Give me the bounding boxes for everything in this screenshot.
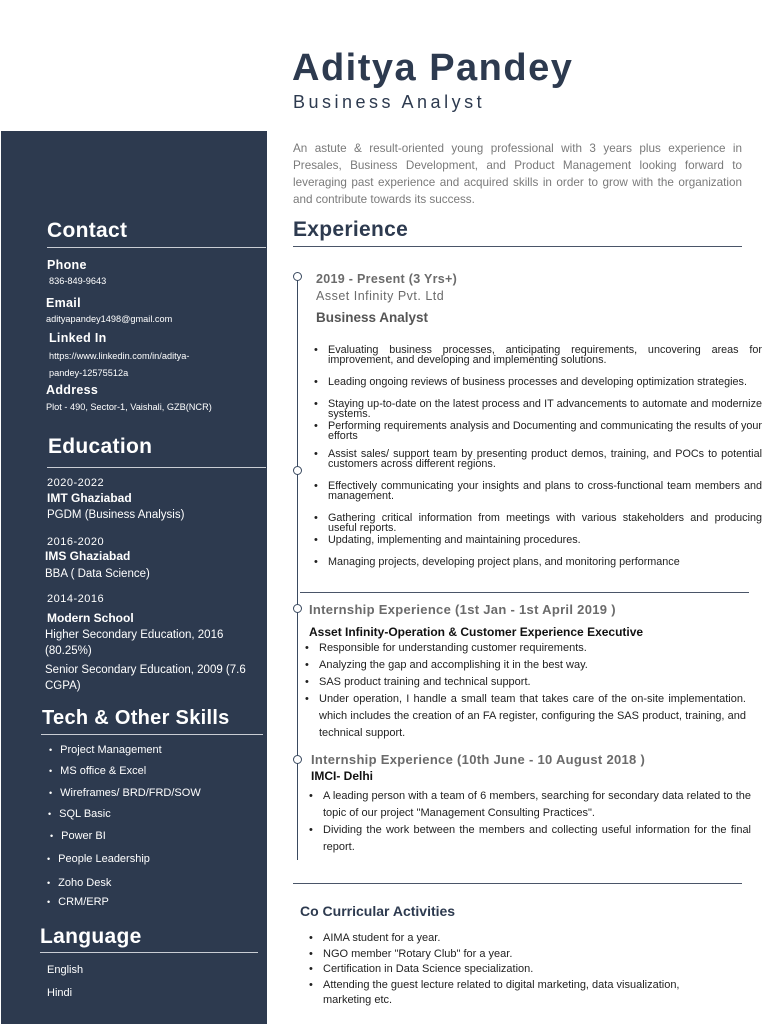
timeline-dot	[293, 466, 302, 475]
skill-item: • People Leadership	[47, 853, 150, 865]
email-label: Email	[46, 296, 81, 310]
education-years: 2016-2020	[47, 536, 105, 548]
language-item: Hindi	[47, 987, 73, 999]
internship-bullet: • SAS product training and technical support.	[305, 674, 746, 691]
education-school: IMT Ghaziabad	[47, 491, 132, 505]
internship-heading: Internship Experience (1st Jan - 1st April 2019 )	[309, 602, 616, 617]
address-label: Address	[46, 383, 99, 397]
internship-heading: Internship Experience (10th June - 10 August 2018 )	[311, 752, 646, 767]
language-heading: Language	[40, 925, 142, 948]
education-degree: Higher Secondary Education, 2016 (80.25%)	[45, 629, 224, 657]
education-years: 2020-2022	[47, 477, 105, 489]
education-degree: BBA ( Data Science)	[45, 568, 150, 580]
linkedin-url[interactable]	[49, 348, 189, 382]
skill-item: • MS office & Excel	[49, 765, 146, 777]
job-bullet: • Leading ongoing reviews of business processes and developing optimization strategies.	[314, 377, 762, 387]
education-heading: Education	[48, 435, 153, 458]
resume-name: Aditya Pandey	[292, 47, 574, 89]
experience-heading: Experience	[293, 218, 409, 241]
language-divider	[40, 952, 258, 953]
internship-bullets	[309, 788, 751, 856]
job-bullet: • Staying up-to-date on the latest process and IT advancements to automate and modernize systems.	[314, 399, 762, 419]
skill-item: • CRM/ERP	[47, 896, 109, 908]
experience-divider	[293, 246, 742, 247]
phone-value: 836-849-9643	[49, 276, 107, 286]
internship-bullet: • A leading person with a team of 6 members, searching for secondary data related to the topic of our project "Management Consulting Practices".	[309, 788, 751, 822]
job-date: 2019 - Present (3 Yrs+)	[316, 272, 458, 286]
phone-label: Phone	[47, 258, 87, 272]
internship-company: IMCI- Delhi	[311, 769, 373, 783]
internship-bullet: • Responsible for understanding customer requirements.	[305, 640, 746, 657]
cocurricular-list	[309, 931, 729, 1009]
job-bullets	[314, 345, 762, 567]
address-value: Plot - 490, Sector-1, Vaishali, GZB(NCR)	[46, 402, 212, 412]
cocurricular-item: • Certification in Data Science specialization.	[309, 962, 729, 978]
email-value[interactable]: adityapandey1498@gmail.com	[46, 314, 173, 324]
linkedin-url-line2: pandey-12575512a	[49, 368, 129, 378]
job-bullet: • Effectively communicating your insights and plans to cross-functional team members and management.	[314, 481, 762, 501]
job-bullet: • Managing projects, developing project plans, and monitoring performance	[314, 557, 762, 567]
job-bullet: • Updating, implementing and maintaining procedures.	[314, 535, 762, 545]
summary-paragraph: An astute & result-oriented young professional with 3 years plus experience in Presales, Business Development, and Product Management looking forward to leveraging past experience and acquired skills in order to grow with the organization and contribute towards its success.	[293, 142, 742, 206]
job-company: Asset Infinity Pvt. Ltd	[316, 289, 445, 303]
internship-divider	[300, 592, 749, 593]
linkedin-label: Linked In	[49, 331, 107, 345]
timeline-dot	[293, 272, 302, 281]
skill-item: • Project Management	[49, 744, 162, 756]
education-degree: PGDM (Business Analysis)	[47, 509, 185, 521]
education-school: IMS Ghaziabad	[45, 549, 131, 563]
internship-bullet: • Dividing the work between the members and collecting useful information for the final report.	[309, 822, 751, 856]
internship-bullet: • Analyzing the gap and accomplishing it in the best way.	[305, 657, 746, 674]
timeline-line	[297, 276, 298, 860]
education-divider	[47, 467, 266, 468]
job-bullet: • Gathering critical information from meetings with various stakeholders and producing useful reports.	[314, 513, 762, 533]
timeline-dot	[293, 604, 302, 613]
skill-item: • Wireframes/ BRD/FRD/SOW	[49, 787, 201, 799]
skills-divider	[41, 734, 263, 735]
cocurricular-divider	[293, 883, 742, 884]
internship-bullets	[305, 640, 746, 742]
education-years: 2014-2016	[47, 593, 105, 605]
cocurricular-item: • AIMA student for a year.	[309, 931, 729, 947]
skill-item: • SQL Basic	[48, 808, 111, 820]
linkedin-url-line1: https://www.linkedin.com/in/aditya-	[49, 351, 190, 361]
contact-divider	[47, 247, 266, 248]
cocurricular-item: • Attending the guest lecture related to digital marketing, data visualization, marketing etc.	[309, 978, 729, 1009]
internship-bullet: • Under operation, I handle a small team that takes care of the on-site implementation. which includes the creation of an FA register, configuring the SAS product, training, and technical support.	[305, 691, 746, 742]
cocurricular-heading: Co Curricular Activities	[300, 903, 456, 919]
job-title: Business Analyst	[316, 310, 429, 325]
job-bullet: • Performing requirements analysis and Documenting and communicating the results of your efforts	[314, 421, 762, 441]
internship-company: Asset Infinity-Operation & Customer Experience Executive	[309, 625, 644, 639]
contact-heading: Contact	[47, 219, 128, 242]
job-bullet: • Evaluating business processes, anticipating requirements, uncovering areas for improvement, and developing and implementing solutions.	[314, 345, 762, 365]
timeline-dot	[293, 755, 302, 764]
education-school: Modern School	[47, 611, 134, 625]
skills-heading: Tech & Other Skills	[42, 707, 230, 729]
skill-item: • Power BI	[50, 830, 106, 842]
cocurricular-item: • NGO member "Rotary Club" for a year.	[309, 947, 729, 963]
job-bullet: • Assist sales/ support team by presenting product demos, training, and POCs to potential customers across different regions.	[314, 449, 762, 469]
skill-item: • Zoho Desk	[47, 877, 111, 889]
resume-role: Business Analyst	[293, 92, 486, 112]
education-degree-secondary: Senior Secondary Education, 2009 (7.6 CGPA)	[45, 664, 246, 692]
sidebar	[1, 131, 267, 1024]
language-item: English	[47, 964, 84, 976]
